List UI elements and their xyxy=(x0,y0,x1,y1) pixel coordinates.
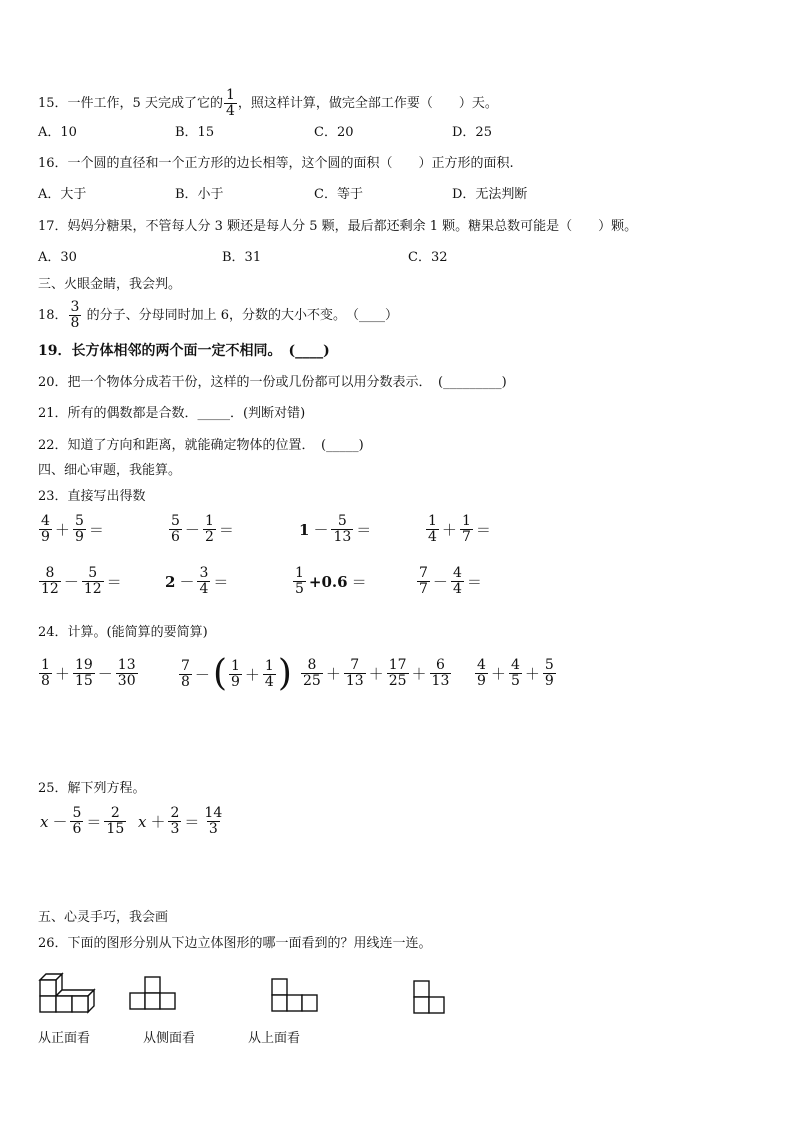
q25-equation-2: x ＋ 2 3 ＝ 14 3 xyxy=(138,805,223,837)
q15-option-a: A．10 xyxy=(38,125,77,140)
q23-item-6: 2 － 3 4 ＝ xyxy=(165,565,229,597)
view-shape-3 xyxy=(414,979,446,1015)
q17-option-c: C．32 xyxy=(408,250,448,265)
view-shape-2 xyxy=(272,977,318,1013)
q16-option-b: B．小于 xyxy=(175,187,224,202)
q23-item-5: 8 12 － 5 12 ＝ xyxy=(41,565,122,597)
question-18: 18． $\frac{3}{8}$ 的分子、分母同时加上 6，分数的大小不变。 （____） xyxy=(38,299,399,331)
q24-expr-3: 8 25 ＋ 7 13 ＋ 17 25 ＋ 6 13 xyxy=(303,657,450,689)
q17-option-b: B．31 xyxy=(222,250,262,265)
label-top-view: 从上面看 xyxy=(248,1031,301,1046)
q15-option-c: C．20 xyxy=(314,125,354,140)
q15-text-pre: 15．一件工作，5 天完成了它的 xyxy=(38,96,223,111)
section-3-heading: 三、火眼金睛，我会判。 xyxy=(38,277,182,292)
q25-equation-1: x － 5 6 ＝ 2 15 xyxy=(40,805,125,837)
label-front-view: 从正面看 xyxy=(38,1031,91,1046)
q17-option-a: A．30 xyxy=(38,250,77,265)
question-21: 21．所有的偶数都是合数．_____．(判断对错) xyxy=(38,406,306,421)
question-17: 17．妈妈分糖果，不管每人分 3 颗还是每人分 5 颗，最后都还剩余 1 颗。糖果总数可能是（ ）颗。 xyxy=(38,219,638,234)
view-shape-1 xyxy=(130,975,176,1011)
q23-item-7: 1 5 +0.6 ＝ xyxy=(295,565,367,597)
q24-title: 24．计算。(能简算的要简算) xyxy=(38,625,208,640)
question-19: 19．长方体相邻的两个面一定不相同。 (____) xyxy=(38,343,330,359)
q15-text-post: ，照这样计算，做完全部工作要（ ）天。 xyxy=(237,96,498,111)
q23-item-8: 7 7 － 4 4 ＝ xyxy=(419,565,482,597)
q23-item-1: 4 9 ＋ 5 9 ＝ xyxy=(41,513,104,545)
q24-expr-4: 4 9 ＋ 4 5 ＋ 5 9 xyxy=(477,657,554,689)
section-5-heading: 五、心灵手巧，我会画 xyxy=(38,910,169,925)
q18-fraction: $\frac{3}{8}$ xyxy=(70,299,80,331)
q23-item-4: 1 4 ＋ 1 7 ＝ xyxy=(428,513,491,545)
q26-title: 26．下面的图形分别从下边立体图形的哪一面看到的？用线连一连。 xyxy=(38,936,432,951)
question-16: 16．一个圆的直径和一个正方形的边长相等，这个圆的面积（ ）正方形的面积. xyxy=(38,156,514,171)
q23-item-2: 5 6 － 1 2 ＝ xyxy=(171,513,234,545)
q25-title: 25．解下列方程。 xyxy=(38,781,146,796)
q16-option-a: A．大于 xyxy=(38,187,87,202)
q15-fraction: $\frac{1}{4}$ xyxy=(225,87,235,119)
q24-expr-1: 1 8 ＋ 19 15 － 13 30 xyxy=(41,657,136,689)
q16-option-d: D．无法判断 xyxy=(452,187,528,202)
q23-item-3: 1 － 5 13 ＝ xyxy=(299,513,372,545)
section-4-heading: 四、细心审题，我能算。 xyxy=(38,463,182,478)
question-22: 22．知道了方向和距离，就能确定物体的位置． (_____) xyxy=(38,438,364,453)
q16-option-c: C．等于 xyxy=(314,187,363,202)
label-side-view: 从侧面看 xyxy=(143,1031,196,1046)
solid-figure xyxy=(38,968,102,1012)
question-15 xyxy=(38,88,498,119)
q15-option-d: D．25 xyxy=(452,125,492,140)
q15-option-b: B．15 xyxy=(175,125,215,140)
q23-title: 23．直接写出得数 xyxy=(38,489,146,504)
q24-expr-2: 7 8 － ( 1 9 ＋ 1 4 ) xyxy=(181,653,292,694)
question-20: 20．把一个物体分成若干份，这样的一份或几份都可以用分数表示． (_________) xyxy=(38,375,507,390)
